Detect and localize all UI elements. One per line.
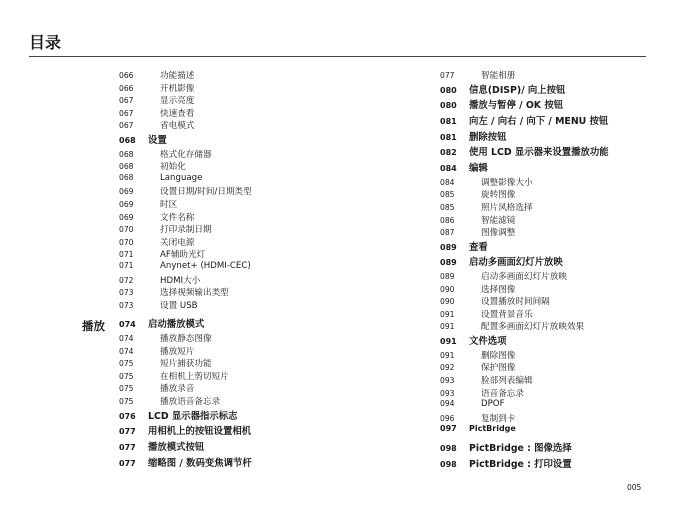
toc-page-number: 082 [440,148,457,158]
toc-page-number: 089 [440,272,455,282]
toc-entry-title: LCD 显示器指示标志 [148,410,238,422]
toc-sub-entry [440,412,665,425]
toc-entry-title: 删除图像 [481,350,516,361]
toc-heading-entry [440,160,665,176]
toc-page-number: 070 [119,237,134,247]
toc-page-number: 087 [440,228,455,238]
toc-page-number: 097 [440,424,457,434]
toc-sub-entry [119,148,409,161]
toc-sub-entry [440,176,665,189]
toc-entry-title: 复制到卡 [481,413,516,424]
title-divider [29,56,646,57]
toc-sub-entry [119,382,409,395]
toc-entry-title: 播放静态图像 [160,334,212,345]
toc-entry-title: 在相机上剪切短片 [160,371,229,382]
toc-heading-entry [119,423,409,439]
toc-sub-entry [119,211,409,224]
toc-sub-entry [119,107,409,120]
toc-entry-title: Anynet+ (HDMI-CEC) [160,261,251,271]
toc-sub-entry [440,283,665,296]
toc-heading-entry [440,97,665,113]
toc-sub-entry [119,119,409,132]
toc-sub-entry [440,308,665,321]
toc-page-number: 072 [119,275,134,285]
toc-page-number: 068 [119,162,134,172]
toc-page-number: 076 [119,411,136,421]
toc-entry-title: 脸部列表编辑 [481,375,533,386]
toc-page-number: 096 [440,413,455,423]
toc-page-number: 069 [119,212,134,222]
toc-page-number: 074 [119,320,136,330]
toc-sub-entry [440,188,665,201]
toc-entry-title: 设置 [148,134,167,146]
toc-entry-title: 调整影像大小 [481,177,533,188]
toc-entry-title: 文件名称 [160,212,195,223]
toc-page-number: 081 [440,116,457,126]
toc-entry-title: 启动播放模式 [148,319,205,331]
toc-sub-entry [440,374,665,387]
toc-entry-title: 语音备忘录 [481,388,524,399]
toc-page-number: 068 [119,172,134,182]
toc-entry-title: 显示亮度 [160,96,195,107]
toc-heading-entry [440,333,665,349]
toc-page-number: 098 [440,459,457,469]
toc-page-number: 085 [440,202,455,212]
toc-entry-title: PictBridge : 图像选择 [469,442,572,454]
toc-entry-title: 向左 / 向右 / 向下 / MENU 按钮 [469,115,609,127]
toc-page-number: 091 [440,322,455,332]
toc-page-number: 077 [119,443,136,452]
toc-entry-title: Language [160,172,203,183]
toc-sub-entry [440,69,665,82]
toc-entry-title: 播放录音 [160,384,195,395]
toc-page-number: 092 [440,363,455,373]
toc-entry-title: 打印录制日期 [160,225,212,236]
toc-sub-entry [119,261,409,274]
toc-entry-title: 编辑 [469,163,488,175]
toc-page-number: 071 [119,261,134,270]
toc-entry-title: 保护图像 [481,363,516,374]
toc-entry-title: 启动多画面幻灯片放映 [469,257,563,269]
toc-page-number: 086 [440,215,455,225]
toc-sub-entry [119,160,409,173]
toc-sub-entry [119,223,409,236]
toc-heading-entry [440,456,665,472]
toc-page-number: 068 [119,135,136,145]
toc-sub-entry [119,94,409,107]
toc-sub-entry [119,248,409,261]
toc-sub-entry [119,370,409,383]
toc-page-number: 070 [119,225,134,235]
toc-heading-entry [440,113,665,129]
toc-heading-entry [119,316,409,332]
toc-page-number: 074 [119,334,134,344]
toc-page-number: 073 [119,288,134,298]
toc-page-number: 077 [119,427,136,437]
toc-page-number: 090 [440,297,455,307]
toc-page-number: 067 [119,108,134,118]
toc-page-number: 075 [119,359,134,369]
toc-sub-entry [119,274,409,287]
toc-page-number: 068 [119,149,134,159]
toc-entry-title: 查看 [469,241,488,253]
toc-heading-entry [119,455,409,471]
toc-page-number: 069 [119,187,134,197]
toc-heading-entry [119,132,409,148]
toc-entry-title: 智能相册 [481,71,516,81]
toc-entry-title: 功能描述 [160,71,195,81]
toc-page-number: 094 [440,399,455,409]
toc-entry-title: 设置播放时间间隔 [481,297,550,308]
toc-page-number: 069 [119,200,134,210]
toc-heading-entry [440,144,665,160]
toc-sub-entry [119,82,409,95]
toc-sub-entry [119,345,409,358]
toc-sub-entry [119,357,409,370]
toc-sub-entry [119,236,409,249]
toc-page-number: 074 [119,346,134,356]
toc-page-number: 075 [119,384,134,394]
toc-page-number: 080 [440,85,457,95]
toc-page-number: 077 [119,458,136,468]
toc-heading-entry [440,254,665,270]
toc-sub-entry [440,226,665,239]
toc-sub-entry [440,320,665,333]
toc-heading-entry [440,82,665,98]
toc-entry-title: 配置多画面幻灯片放映效果 [481,322,585,333]
toc-heading-entry [440,129,665,145]
toc-page-number: 081 [440,132,457,142]
toc-page-number: 066 [119,71,134,80]
toc-page-number: 098 [440,443,457,453]
toc-page-number: 091 [440,350,455,360]
toc-sub-entry [440,399,665,412]
toc-heading-entry [119,408,409,424]
toc-entry-title: 关闭电源 [160,237,195,248]
toc-page-number: 067 [119,96,134,106]
toc-right-column [440,69,665,471]
toc-sub-entry [119,198,409,211]
toc-page-number: 093 [440,388,455,398]
toc-page-number: 084 [440,177,455,187]
toc-page-number: 080 [440,101,457,111]
toc-entry-title: 信息(DISP)/ 向上按钮 [469,84,566,96]
toc-page-number: 093 [440,375,455,385]
toc-sub-entry [119,69,409,82]
toc-heading-entry [440,424,665,440]
toc-entry-title: 选择视频输出类型 [160,288,229,299]
toc-page-number: 091 [440,337,457,347]
toc-entry-title: 开机影像 [160,83,195,94]
toc-entry-title: 快速查看 [160,108,195,119]
toc-page-number: 085 [440,190,455,200]
toc-entry-title: 智能滤镜 [481,215,516,226]
toc-page-number: 077 [440,71,455,80]
section-label-playback: 播放 [82,319,105,333]
toc-heading-entry [440,440,665,456]
toc-entry-title: 播放与暂停 / OK 按钮 [469,100,564,112]
toc-page-number: 090 [440,284,455,294]
toc-entry-title: PictBridge [469,424,516,434]
toc-entry-title: 设置背景音乐 [481,309,533,320]
toc-sub-entry [440,295,665,308]
toc-entry-title: 省电模式 [160,121,195,132]
toc-page-number: 067 [119,121,134,131]
toc-page-number: 075 [119,397,134,407]
toc-heading-entry [119,439,409,455]
toc-entry-title: 照片风格选择 [481,202,533,213]
page-title: 目录 [29,33,62,52]
toc-page-number: 089 [440,242,457,252]
toc-page-number: 091 [440,309,455,319]
toc-entry-title: 选择图像 [481,284,516,295]
toc-entry-title: 缩略图 / 数码变焦调节杆 [148,457,252,469]
toc-sub-entry [119,286,409,299]
toc-page-number: 089 [440,258,457,268]
toc-entry-title: 格式化存储器 [160,149,212,160]
toc-entry-title: 图像调整 [481,228,516,239]
page-number: 005 [627,483,642,492]
toc-entry-title: 启动多画面幻灯片放映 [481,272,567,283]
toc-entry-title: 设置日期/时间/日期类型 [160,187,252,198]
toc-sub-entry [440,361,665,374]
toc-entry-title: 播放短片 [160,346,195,357]
toc-entry-title: 播放模式按钮 [148,442,205,453]
toc-page-number: 084 [440,164,457,174]
toc-page-number: 075 [119,371,134,381]
toc-entry-title: 旋转图像 [481,190,516,201]
toc-sub-entry [119,185,409,198]
toc-page-number: 073 [119,300,134,310]
toc-sub-entry [119,299,409,312]
toc-sub-entry [119,173,409,186]
toc-entry-title: 播放语音备忘录 [160,397,221,408]
toc-entry-title: 用相机上的按钮设置相机 [148,426,252,438]
toc-heading-entry [440,239,665,255]
toc-sub-entry [440,201,665,214]
toc-sub-entry [440,387,665,400]
toc-entry-title: 删除按钮 [469,131,507,143]
toc-sub-entry [119,332,409,345]
toc-entry-title: 设置 USB [160,300,198,311]
toc-sub-entry [440,214,665,227]
toc-entry-title: 时区 [160,200,178,211]
toc-entry-title: DPOF [481,399,505,410]
toc-entry-title: PictBridge : 打印设置 [469,458,572,470]
toc-sub-entry [440,349,665,362]
toc-sub-entry [440,270,665,283]
toc-entry-title: HDMI大小 [160,275,201,286]
toc-sub-entry [119,395,409,408]
toc-page-number: 071 [119,250,134,260]
toc-entry-title: 文件选项 [469,336,507,348]
toc-page-number: 066 [119,83,134,93]
toc-left-column [119,69,409,470]
toc-entry-title: 使用 LCD 显示器来设置播放功能 [469,147,609,159]
toc-entry-title: 短片捕获功能 [160,359,212,370]
toc-entry-title: AF辅助光灯 [160,250,206,261]
toc-entry-title: 初始化 [160,162,186,173]
